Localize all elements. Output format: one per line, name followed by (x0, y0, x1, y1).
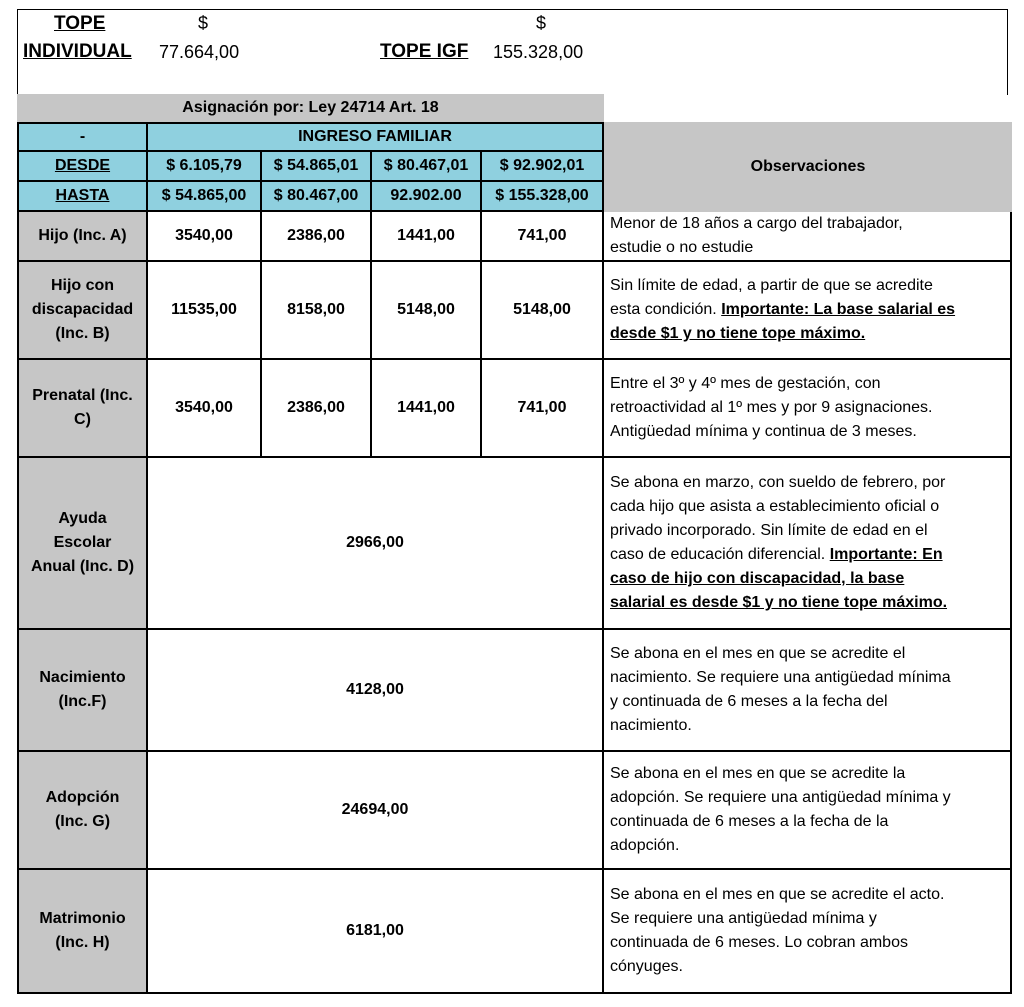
observation-important-text: Importante: La base salarial es (721, 301, 956, 318)
observation-line (610, 666, 1004, 690)
observation-line (610, 567, 1004, 591)
row-merged-value-cell: 4128,00 (148, 630, 604, 752)
row-label-line: (Inc. G) (54, 813, 111, 830)
hasta-value-cell: $ 155.328,00 (482, 182, 604, 212)
tope-individual-value: 77.664,00 (159, 42, 240, 62)
row-label-cell (17, 360, 148, 458)
row-label-line: (Inc. B) (55, 325, 110, 342)
row-label-cell (17, 262, 148, 360)
observation-line (610, 322, 1004, 346)
observation-text: caso de educación diferencial. (610, 546, 830, 563)
row-observation-cell (604, 752, 1012, 870)
row-value-cell: 2386,00 (262, 212, 372, 262)
observation-line (610, 543, 1004, 567)
observation-text: estudie o no estudie (610, 239, 754, 256)
row-merged-value-cell: 6181,00 (148, 870, 604, 994)
observation-text: Se requiere una antigüedad mínima y (610, 910, 877, 927)
desde-value-cell: $ 92.902,01 (482, 152, 604, 182)
observation-line (610, 762, 1004, 786)
observation-line (610, 690, 1004, 714)
observation-line (610, 396, 1004, 420)
row-observation-cell (604, 360, 1012, 458)
desde-value-cell: $ 6.105,79 (148, 152, 262, 182)
observation-line (610, 298, 1004, 322)
row-label-line: discapacidad (31, 301, 134, 318)
row-value-cell: 11535,00 (148, 262, 262, 360)
observation-text: Menor de 18 años a cargo del trabajador, (610, 215, 903, 232)
row-label-line: Prenatal (Inc. (32, 387, 133, 404)
observation-important-text: Importante: En (829, 546, 943, 563)
observation-important-text: salarial es desde $1 y no tiene tope máximo. (610, 594, 948, 611)
row-observation-cell (604, 262, 1012, 360)
row-label-line: Hijo con (50, 277, 115, 294)
observation-line (610, 714, 1004, 738)
observation-text: Se abona en el mes en que se acredite el (610, 645, 906, 662)
observation-text: nacimiento. (610, 717, 692, 734)
row-value-cell: 5148,00 (482, 262, 604, 360)
observation-line (610, 883, 1004, 907)
observation-text: Entre el 3º y 4º mes de gestación, con (610, 375, 881, 392)
dash-cell: - (17, 122, 148, 152)
observation-text: y continuada de 6 meses a la fecha del (610, 693, 888, 710)
row-label-line: Anual (Inc. D) (30, 558, 135, 575)
row-label-line: Adopción (45, 789, 120, 806)
row-observation-cell (604, 458, 1012, 630)
row-label-line: (Inc. H) (55, 934, 110, 951)
row-value-cell: 741,00 (482, 360, 604, 458)
row-label-cell (17, 752, 148, 870)
observation-text: adopción. (610, 837, 680, 854)
tope-igf-currency: $ (536, 13, 547, 33)
row-label-cell (17, 458, 148, 630)
observation-important-text: desde $1 y no tiene tope máximo. (610, 325, 866, 342)
observation-line (610, 955, 1004, 979)
observation-line (610, 372, 1004, 396)
tope-individual-label-line2: INDIVIDUAL (23, 41, 132, 62)
row-label-line: Escolar (53, 534, 112, 551)
observation-line (610, 495, 1004, 519)
observation-text: retroactividad al 1º mes y por 9 asignaciones. (610, 399, 933, 416)
observation-line (610, 519, 1004, 543)
observation-text: adopción. Se requiere una antigüedad mínima y (610, 789, 951, 806)
row-label-cell (17, 212, 148, 262)
observation-line (610, 907, 1004, 931)
desde-value-cell: $ 80.467,01 (372, 152, 482, 182)
hasta-value-cell: $ 80.467,00 (262, 182, 372, 212)
desde-value-cell: $ 54.865,01 (262, 152, 372, 182)
row-observation-cell (604, 870, 1012, 994)
tope-igf-value: 155.328,00 (493, 42, 584, 62)
observation-text: Se abona en marzo, con sueldo de febrero, por (610, 474, 946, 491)
observation-text: cada hijo que asista a establecimiento oficial o (610, 498, 940, 515)
observation-text: Se abona en el mes en que se acredite la (610, 765, 906, 782)
observation-line (610, 834, 1004, 858)
observation-line (610, 236, 1004, 260)
row-label-line: (Inc.F) (58, 693, 107, 710)
observation-text: nacimiento. Se requiere una antigüedad mínima (610, 669, 951, 686)
row-observation-cell (604, 630, 1012, 752)
row-merged-value-cell: 24694,00 (148, 752, 604, 870)
observation-line (610, 591, 1004, 615)
row-label-line: Matrimonio (39, 910, 126, 927)
hasta-value-cell: $ 54.865,00 (148, 182, 262, 212)
observation-line (610, 274, 1004, 298)
tope-individual-currency: $ (198, 13, 209, 33)
row-value-cell: 741,00 (482, 212, 604, 262)
row-value-cell: 3540,00 (148, 360, 262, 458)
tope-individual-label-line1: TOPE (54, 13, 106, 34)
observation-line (610, 786, 1004, 810)
row-value-cell: 5148,00 (372, 262, 482, 360)
hasta-value-cell: 92.902.00 (372, 182, 482, 212)
observation-line (610, 642, 1004, 666)
row-label-line: Ayuda (58, 510, 107, 527)
row-label-line: Hijo (Inc. A) (38, 227, 127, 244)
row-merged-value-cell: 2966,00 (148, 458, 604, 630)
observation-text: privado incorporado. Sin límite de edad en el (610, 522, 928, 539)
row-label-cell (17, 630, 148, 752)
hasta-label: HASTA (17, 182, 148, 212)
observation-line (610, 931, 1004, 955)
observation-text: Se abona en el mes en que se acredite el acto. (610, 886, 945, 903)
row-value-cell: 2386,00 (262, 360, 372, 458)
row-label-line: Nacimiento (39, 669, 126, 686)
observation-text: continuada de 6 meses a la fecha de la (610, 813, 889, 830)
observation-important-text: caso de hijo con discapacidad, la base (610, 570, 905, 587)
observation-line (610, 420, 1004, 444)
row-value-cell: 1441,00 (372, 212, 482, 262)
desde-label: DESDE (17, 152, 148, 182)
observation-text: esta condición. (610, 301, 722, 318)
row-observation-cell (604, 212, 1012, 262)
observation-text: Sin límite de edad, a partir de que se acredite (610, 277, 933, 294)
row-value-cell: 8158,00 (262, 262, 372, 360)
observation-line (610, 810, 1004, 834)
observation-text: Antigüedad mínima y continua de 3 meses. (610, 423, 917, 440)
observaciones-header: Observaciones (604, 122, 1012, 212)
tope-igf-label: TOPE IGF (380, 41, 469, 62)
row-label-cell (17, 870, 148, 994)
ingreso-familiar-header: INGRESO FAMILIAR (148, 122, 604, 152)
row-value-cell: 1441,00 (372, 360, 482, 458)
observation-line (610, 212, 1004, 236)
row-label-line: C) (74, 411, 91, 428)
assignment-title: Asignación por: Ley 24714 Art. 18 (17, 94, 604, 122)
row-value-cell: 3540,00 (148, 212, 262, 262)
observation-text: continuada de 6 meses. Lo cobran ambos (610, 934, 908, 951)
observation-line (610, 471, 1004, 495)
observation-text: cónyuges. (610, 958, 683, 975)
